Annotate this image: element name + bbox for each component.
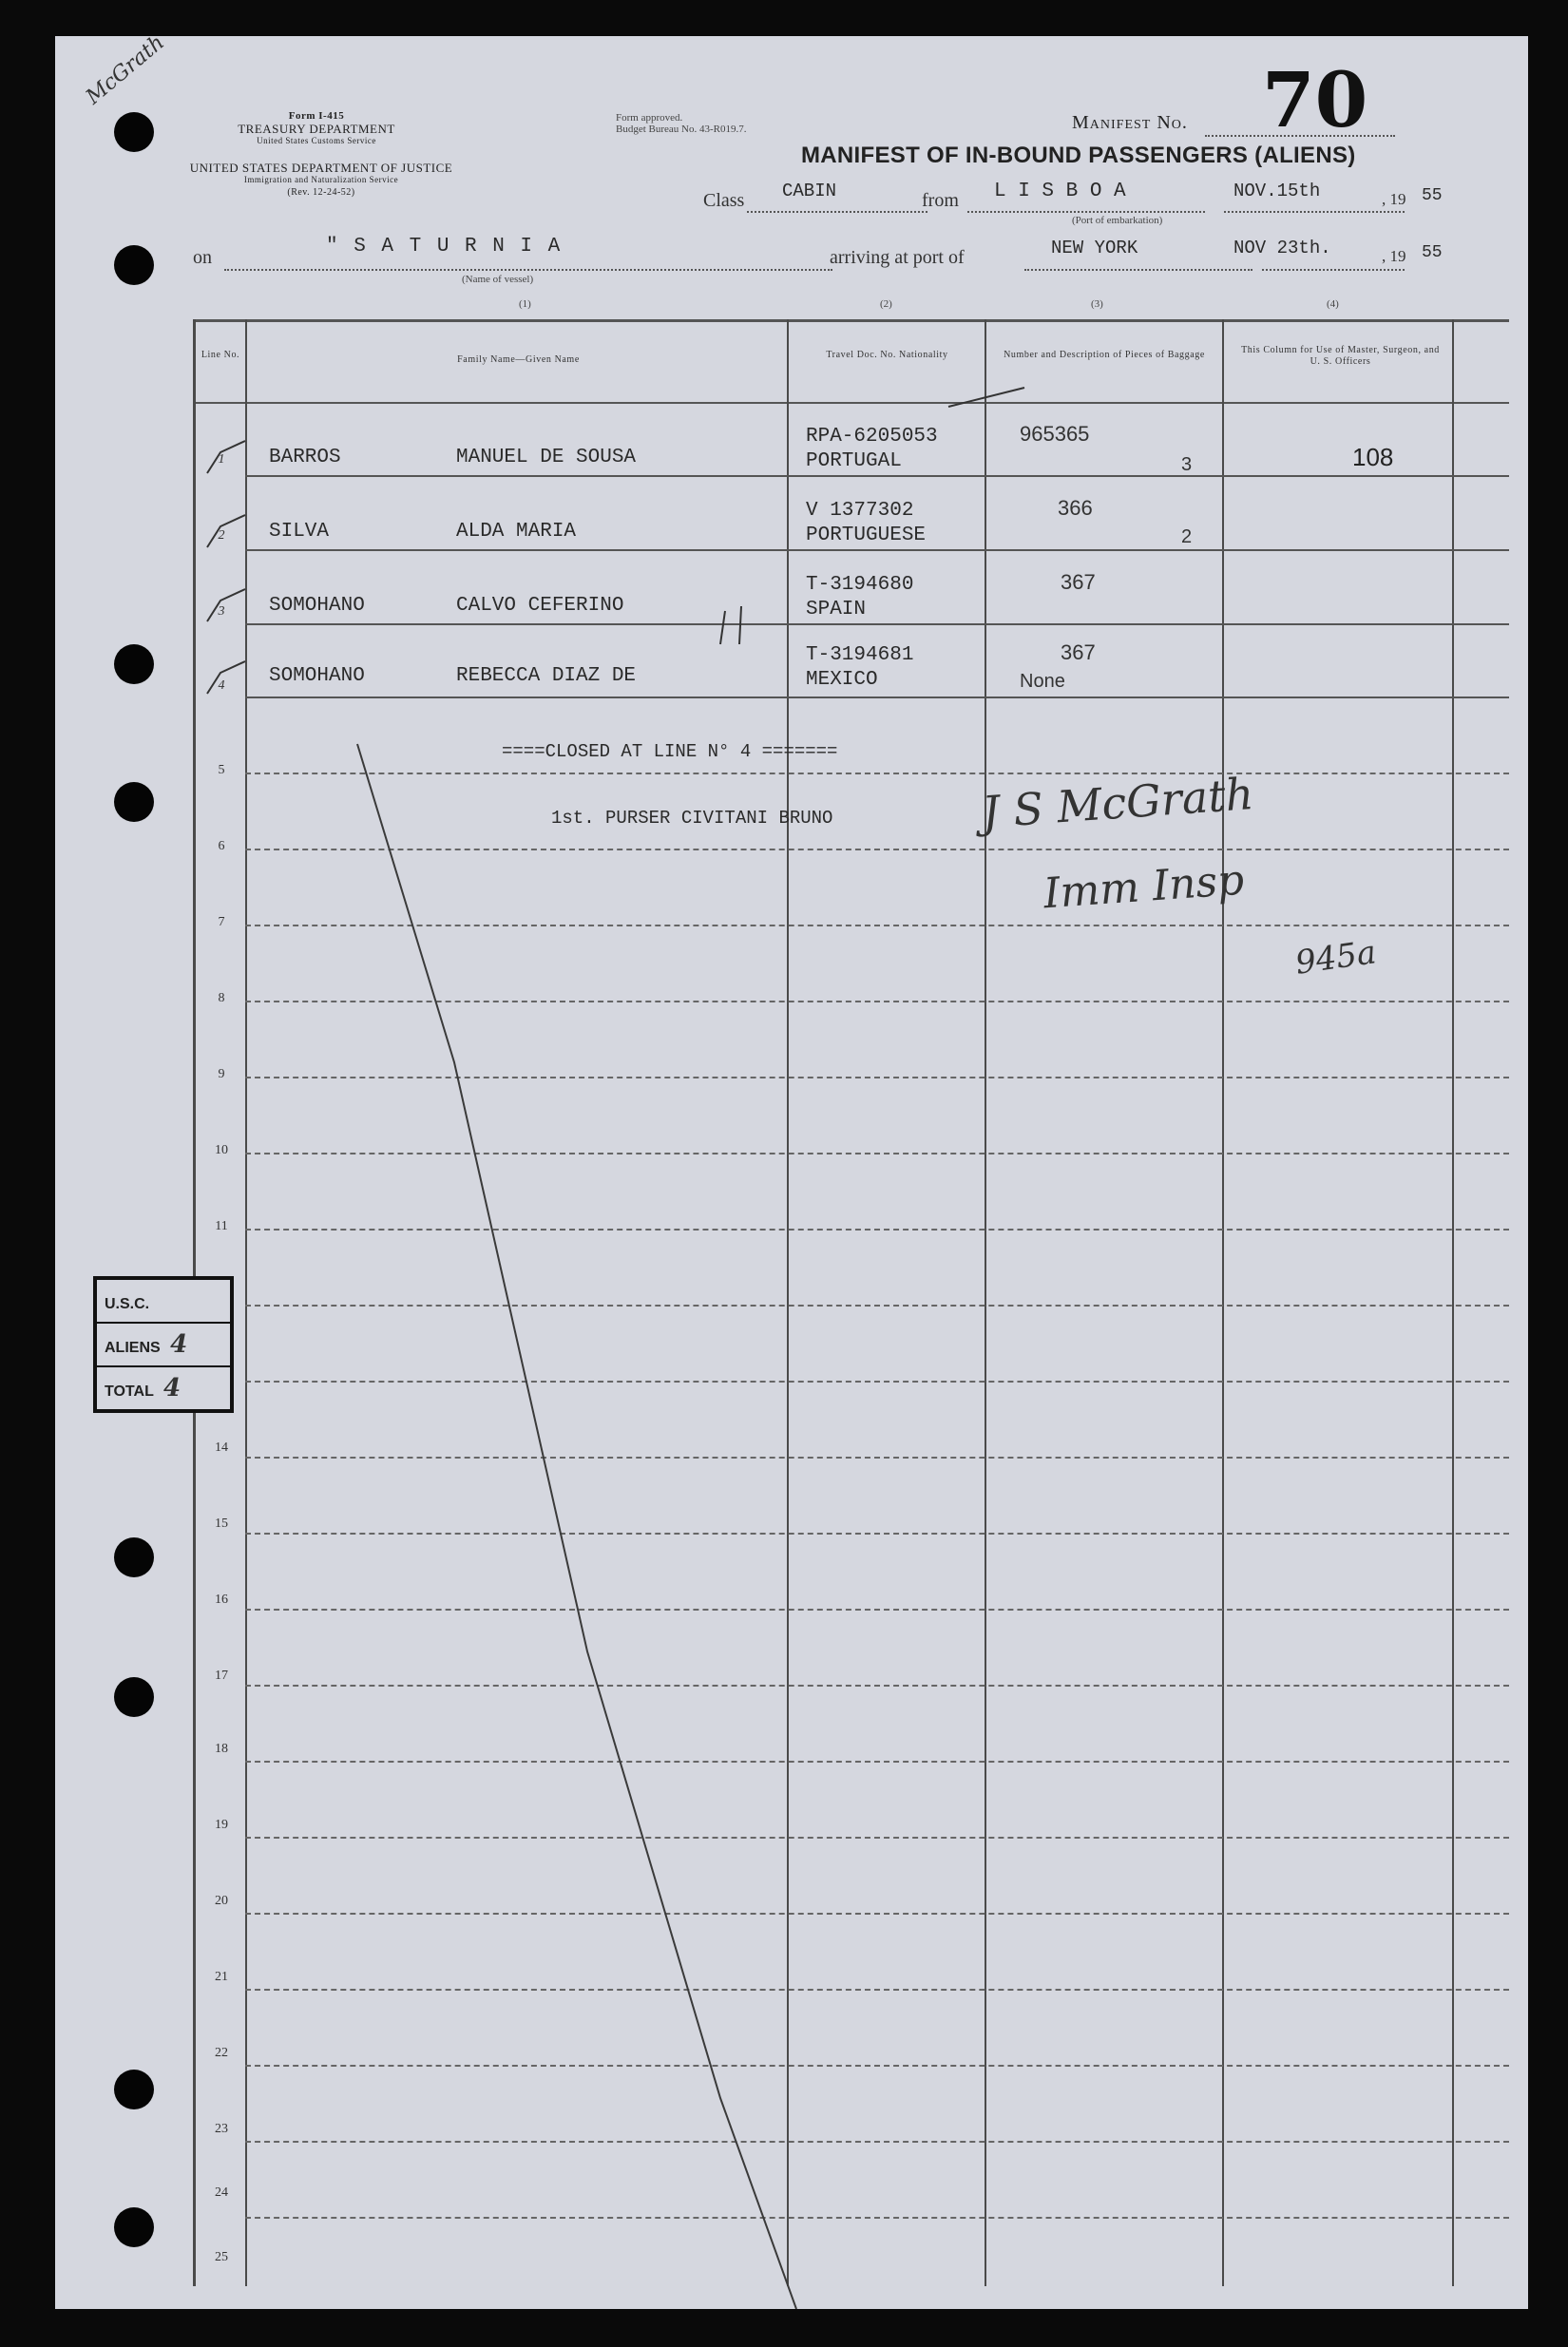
stamp-total-row <box>97 1367 230 1409</box>
purser-name: 1st. PURSER CIVITANI BRUNO <box>551 808 833 829</box>
vessel-name: " S A T U R N I A <box>326 236 563 258</box>
departure-year-prefix: , 19 <box>1382 190 1406 208</box>
class-label: Class <box>703 190 745 211</box>
departure-date: NOV.15th <box>1233 181 1321 201</box>
line-number: 20 <box>215 1894 228 1908</box>
line-number: 11 <box>215 1219 228 1233</box>
line-number: 16 <box>215 1593 228 1607</box>
closed-at-line: ====CLOSED AT LINE N° 4 ======= <box>502 741 838 762</box>
line-number: 10 <box>215 1143 228 1157</box>
given-name: ALDA MARIA <box>456 521 577 543</box>
alien-count-stamp <box>93 1276 234 1413</box>
line-number: 25 <box>215 2250 228 2264</box>
from-label: from <box>922 190 959 211</box>
col-number-2: (2) <box>880 298 892 310</box>
arrival-date: NOV 23th. <box>1233 238 1331 258</box>
line-number: 8 <box>218 991 225 1005</box>
stamp-aliens-row <box>97 1324 230 1367</box>
line-number: 15 <box>215 1517 228 1531</box>
baggage-pieces: None <box>1020 671 1065 692</box>
signature-title: Imm Insp <box>1042 855 1246 919</box>
baggage-number: 367 <box>1061 640 1096 664</box>
line-number: 21 <box>215 1970 228 1984</box>
line-number: 3 <box>218 604 225 619</box>
manifest-page <box>55 30 1528 2309</box>
nationality: PORTUGAL <box>806 450 902 472</box>
arrival-year: 55 <box>1422 243 1443 262</box>
stamp-usc-row <box>97 1280 230 1324</box>
form-title: MANIFEST OF IN-BOUND PASSENGERS (ALIENS) <box>801 143 1356 168</box>
customs-service: United States Customs Service <box>257 136 376 145</box>
form-number: Form I-415 <box>288 110 345 122</box>
given-name: CALVO CEFERINO <box>456 595 624 617</box>
col-number-3: (3) <box>1091 298 1103 310</box>
travel-doc: V 1377302 <box>806 500 914 522</box>
departure-year: 55 <box>1422 186 1443 205</box>
ins-service: Immigration and Naturalization Service <box>243 175 399 184</box>
family-name: SOMOHANO <box>269 665 365 687</box>
col-number-1: (1) <box>519 298 531 310</box>
line-number: 23 <box>215 2122 228 2136</box>
revision: (Rev. 12-24-52) <box>287 187 355 198</box>
line-number: 1 <box>218 452 225 467</box>
line-number: 14 <box>215 1441 228 1455</box>
treasury-dept: TREASURY DEPARTMENT <box>238 122 395 136</box>
nationality: SPAIN <box>806 599 867 620</box>
line-number: 4 <box>218 678 225 693</box>
baggage-pieces: 2 <box>1181 526 1193 547</box>
header-baggage: Number and Description of Pieces of Baggage <box>1004 350 1205 360</box>
nationality: PORTUGUESE <box>806 525 927 546</box>
from-value: L I S B O A <box>994 181 1126 202</box>
cancel-diagonal-line <box>55 36 1528 2309</box>
header-travel-doc: Travel Doc. No. Nationality <box>826 350 948 360</box>
arrival-port: NEW YORK <box>1051 238 1138 258</box>
stamp-aliens-value: 4 <box>170 1330 188 1359</box>
baggage-number: 366 <box>1058 496 1093 520</box>
stamp-total-value: 4 <box>163 1374 182 1402</box>
line-number: 17 <box>215 1669 228 1683</box>
nationality: MEXICO <box>806 669 878 691</box>
manifest-label: Manifest No. <box>1072 112 1188 133</box>
line-number: 5 <box>218 763 225 777</box>
stamp-total-label: TOTAL <box>105 1383 154 1400</box>
header-name: Family Name—Given Name <box>457 354 580 365</box>
header-officers: This Column for Use of Master, Surgeon, and U. S. Officers <box>1241 345 1440 367</box>
stamp-usc-label: U.S.C. <box>105 1296 150 1312</box>
line-number: 18 <box>215 1742 228 1756</box>
family-name: SOMOHANO <box>269 595 365 617</box>
class-value: CABIN <box>782 181 837 201</box>
family-name: SILVA <box>269 521 330 543</box>
line-number: 6 <box>218 839 225 853</box>
travel-doc: T-3194681 <box>806 644 914 666</box>
travel-doc: RPA-6205053 <box>806 426 938 448</box>
port-embarkation-caption: (Port of embarkation) <box>1072 215 1163 226</box>
line-number: 2 <box>218 528 225 543</box>
given-name: MANUEL DE SOUSA <box>456 447 637 468</box>
given-name: REBECCA DIAZ DE <box>456 665 637 687</box>
arriving-label: arriving at port of <box>830 247 965 268</box>
vessel-caption: (Name of vessel) <box>462 274 534 285</box>
family-name: BARROS <box>269 447 341 468</box>
on-label: on <box>193 247 212 268</box>
line-number: 19 <box>215 1818 228 1832</box>
signature-name: J S McGrath <box>980 768 1255 838</box>
stamp-aliens-label: ALIENS <box>105 1340 161 1356</box>
line-number: 9 <box>218 1067 225 1081</box>
margin-note: McGrath <box>82 30 169 110</box>
line-number: 7 <box>218 915 225 929</box>
manifest-number: 70 <box>1262 55 1368 144</box>
baggage-number: 367 <box>1061 570 1096 594</box>
travel-doc: T-3194680 <box>806 574 914 596</box>
budget-bureau: Budget Bureau No. 43-R019.7. <box>616 124 747 135</box>
baggage-pieces: 3 <box>1181 454 1193 475</box>
header-line-no: Line No. <box>201 350 240 360</box>
signature-time: 945a <box>1292 933 1379 983</box>
justice-dept: UNITED STATES DEPARTMENT OF JUSTICE <box>189 161 453 175</box>
arrival-year-prefix: , 19 <box>1382 247 1406 265</box>
form-approved-text: Form approved. <box>616 112 683 124</box>
officer-note: 108 <box>1352 443 1394 471</box>
line-number: 24 <box>215 2185 228 2200</box>
line-number: 22 <box>215 2046 228 2060</box>
baggage-number: 965365 <box>1020 422 1090 446</box>
col-number-4: (4) <box>1327 298 1339 310</box>
